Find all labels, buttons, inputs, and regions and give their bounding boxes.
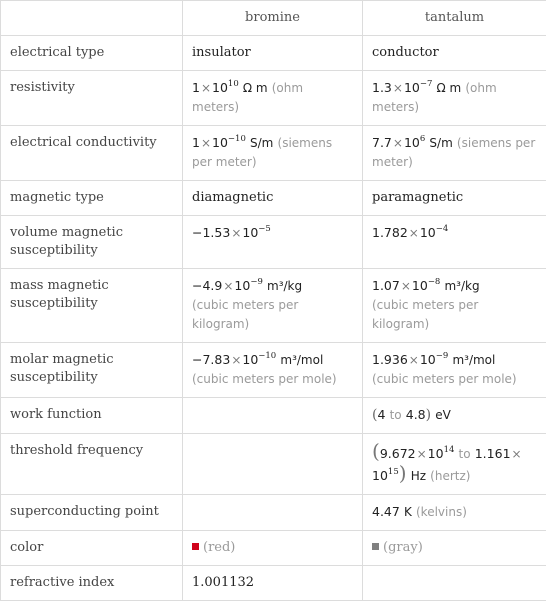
mantissa: 1.782 bbox=[372, 225, 408, 240]
cell-bromine bbox=[183, 495, 363, 531]
cell-bromine bbox=[183, 269, 363, 343]
times-sign: × bbox=[408, 353, 420, 367]
unit-name: (siemens per meter) bbox=[372, 136, 535, 169]
base: 10 bbox=[420, 225, 436, 240]
color-swatch-icon bbox=[372, 543, 379, 550]
cell-bromine bbox=[183, 531, 363, 566]
row-threshold-frequency bbox=[1, 434, 546, 495]
open-paren: ( bbox=[372, 407, 377, 423]
times-sign: × bbox=[230, 353, 242, 367]
times-sign: × bbox=[511, 447, 523, 461]
mantissa: −1.53 bbox=[192, 225, 230, 240]
exponent: 6 bbox=[420, 134, 425, 144]
exponent: −4 bbox=[436, 224, 449, 234]
row-molar-susceptibility bbox=[1, 343, 546, 398]
low-base: 10 bbox=[428, 446, 444, 461]
times-sign: × bbox=[230, 226, 242, 240]
cell-tantalum bbox=[363, 398, 546, 434]
cell-tantalum bbox=[363, 216, 546, 269]
row-label: volume magnetic susceptibility bbox=[1, 216, 183, 269]
base: 10 bbox=[404, 80, 420, 95]
row-label: superconducting point bbox=[1, 495, 183, 531]
row-label: magnetic type bbox=[1, 181, 183, 216]
base: 10 bbox=[420, 352, 436, 367]
cell-tantalum bbox=[363, 126, 546, 181]
header-corner bbox=[1, 1, 183, 36]
times-sign: × bbox=[392, 136, 404, 150]
exponent: −8 bbox=[428, 277, 441, 287]
color-name: (gray) bbox=[383, 540, 423, 555]
row-label: refractive index bbox=[1, 566, 183, 601]
header-tantalum: tantalum bbox=[363, 1, 546, 36]
color-swatch-icon bbox=[192, 543, 199, 550]
times-sign: × bbox=[400, 279, 412, 293]
value: 4.47 bbox=[372, 504, 400, 519]
times-sign: × bbox=[408, 226, 420, 240]
open-paren: ( bbox=[372, 439, 380, 463]
cell-bromine bbox=[183, 126, 363, 181]
cell-tantalum bbox=[363, 531, 546, 566]
unit: K bbox=[404, 505, 412, 519]
cell-tantalum bbox=[363, 434, 546, 495]
row-work-function bbox=[1, 398, 546, 434]
unit-name: (kelvins) bbox=[416, 505, 467, 519]
cell-tantalum bbox=[363, 269, 546, 343]
mantissa: −4.9 bbox=[192, 278, 222, 293]
mantissa: 1.3 bbox=[372, 80, 392, 95]
unit: Ω m bbox=[437, 81, 462, 95]
range-high: 4.8 bbox=[406, 407, 426, 422]
exponent: −10 bbox=[258, 351, 276, 361]
times-sign: × bbox=[200, 81, 212, 95]
cell-tantalum: conductor bbox=[363, 36, 546, 71]
row-label: electrical conductivity bbox=[1, 126, 183, 181]
base: 10 bbox=[242, 225, 258, 240]
row-label: color bbox=[1, 531, 183, 566]
unit-name: (cubic meters per mole) bbox=[192, 372, 337, 386]
row-volume-susceptibility bbox=[1, 216, 546, 269]
cell-bromine: 1.001132 bbox=[183, 566, 363, 601]
unit-name: (siemens per meter) bbox=[192, 136, 332, 169]
row-label: molar magnetic susceptibility bbox=[1, 343, 183, 398]
row-label: resistivity bbox=[1, 71, 183, 126]
color-name: (red) bbox=[203, 540, 235, 555]
row-electrical-conductivity bbox=[1, 126, 546, 181]
times-sign: × bbox=[222, 279, 234, 293]
exponent: −10 bbox=[228, 134, 246, 144]
base: 10 bbox=[234, 278, 250, 293]
cell-bromine bbox=[183, 434, 363, 495]
unit-name: (hertz) bbox=[430, 469, 470, 483]
unit: m³/mol bbox=[280, 353, 323, 367]
row-superconducting-point bbox=[1, 495, 546, 531]
low-mantissa: 9.672 bbox=[380, 446, 416, 461]
row-label: threshold frequency bbox=[1, 434, 183, 495]
times-sign: × bbox=[200, 136, 212, 150]
range-low: 4 bbox=[377, 407, 385, 422]
exponent: −5 bbox=[258, 224, 271, 234]
times-sign: × bbox=[392, 81, 404, 95]
cell-bromine bbox=[183, 216, 363, 269]
row-label: electrical type bbox=[1, 36, 183, 71]
mantissa: 1.07 bbox=[372, 278, 400, 293]
row-label: work function bbox=[1, 398, 183, 434]
row-label: mass magnetic susceptibility bbox=[1, 269, 183, 343]
base: 10 bbox=[404, 135, 420, 150]
unit-name: (ohm meters) bbox=[372, 81, 497, 114]
unit: m³/kg bbox=[444, 279, 479, 293]
mantissa: 1 bbox=[192, 135, 200, 150]
range-to: to bbox=[459, 447, 471, 461]
unit: m³/kg bbox=[267, 279, 302, 293]
cell-bromine bbox=[183, 71, 363, 126]
exponent: −7 bbox=[420, 79, 433, 89]
row-refractive-index bbox=[1, 566, 546, 601]
header-row bbox=[1, 1, 546, 36]
high-exponent: 15 bbox=[388, 467, 399, 477]
high-mantissa: 1.161 bbox=[475, 446, 511, 461]
unit: m³/mol bbox=[452, 353, 495, 367]
unit-name: (ohm meters) bbox=[192, 81, 303, 114]
base: 10 bbox=[242, 352, 258, 367]
row-color bbox=[1, 531, 546, 566]
cell-bromine bbox=[183, 343, 363, 398]
cell-tantalum bbox=[363, 343, 546, 398]
close-paren: ) bbox=[399, 461, 407, 485]
mantissa: −7.83 bbox=[192, 352, 230, 367]
unit: Hz bbox=[411, 469, 426, 483]
exponent: −9 bbox=[436, 351, 449, 361]
row-mass-susceptibility bbox=[1, 269, 546, 343]
high-base: 10 bbox=[372, 468, 388, 483]
unit-name: (cubic meters per kilogram) bbox=[372, 298, 478, 331]
cell-bromine: insulator bbox=[183, 36, 363, 71]
cell-bromine bbox=[183, 398, 363, 434]
unit: Ω m bbox=[243, 81, 268, 95]
base: 10 bbox=[212, 80, 228, 95]
mantissa: 7.7 bbox=[372, 135, 392, 150]
mantissa: 1 bbox=[192, 80, 200, 95]
close-paren: ) bbox=[426, 407, 431, 423]
cell-tantalum bbox=[363, 566, 546, 601]
unit: S/m bbox=[429, 136, 452, 150]
row-electrical-type bbox=[1, 36, 546, 71]
exponent: −9 bbox=[250, 277, 263, 287]
times-sign: × bbox=[416, 447, 428, 461]
mantissa: 1.936 bbox=[372, 352, 408, 367]
cell-bromine: diamagnetic bbox=[183, 181, 363, 216]
base: 10 bbox=[412, 278, 428, 293]
cell-tantalum: paramagnetic bbox=[363, 181, 546, 216]
exponent: 10 bbox=[228, 79, 239, 89]
unit: S/m bbox=[250, 136, 273, 150]
row-resistivity bbox=[1, 71, 546, 126]
range-to: to bbox=[390, 408, 402, 422]
base: 10 bbox=[212, 135, 228, 150]
cell-tantalum bbox=[363, 71, 546, 126]
header-bromine: bromine bbox=[183, 1, 363, 36]
unit: eV bbox=[435, 408, 451, 422]
row-magnetic-type bbox=[1, 181, 546, 216]
unit-name: (cubic meters per mole) bbox=[372, 372, 517, 386]
unit-name: (cubic meters per kilogram) bbox=[192, 298, 298, 331]
low-exponent: 14 bbox=[444, 445, 455, 455]
cell-tantalum bbox=[363, 495, 546, 531]
